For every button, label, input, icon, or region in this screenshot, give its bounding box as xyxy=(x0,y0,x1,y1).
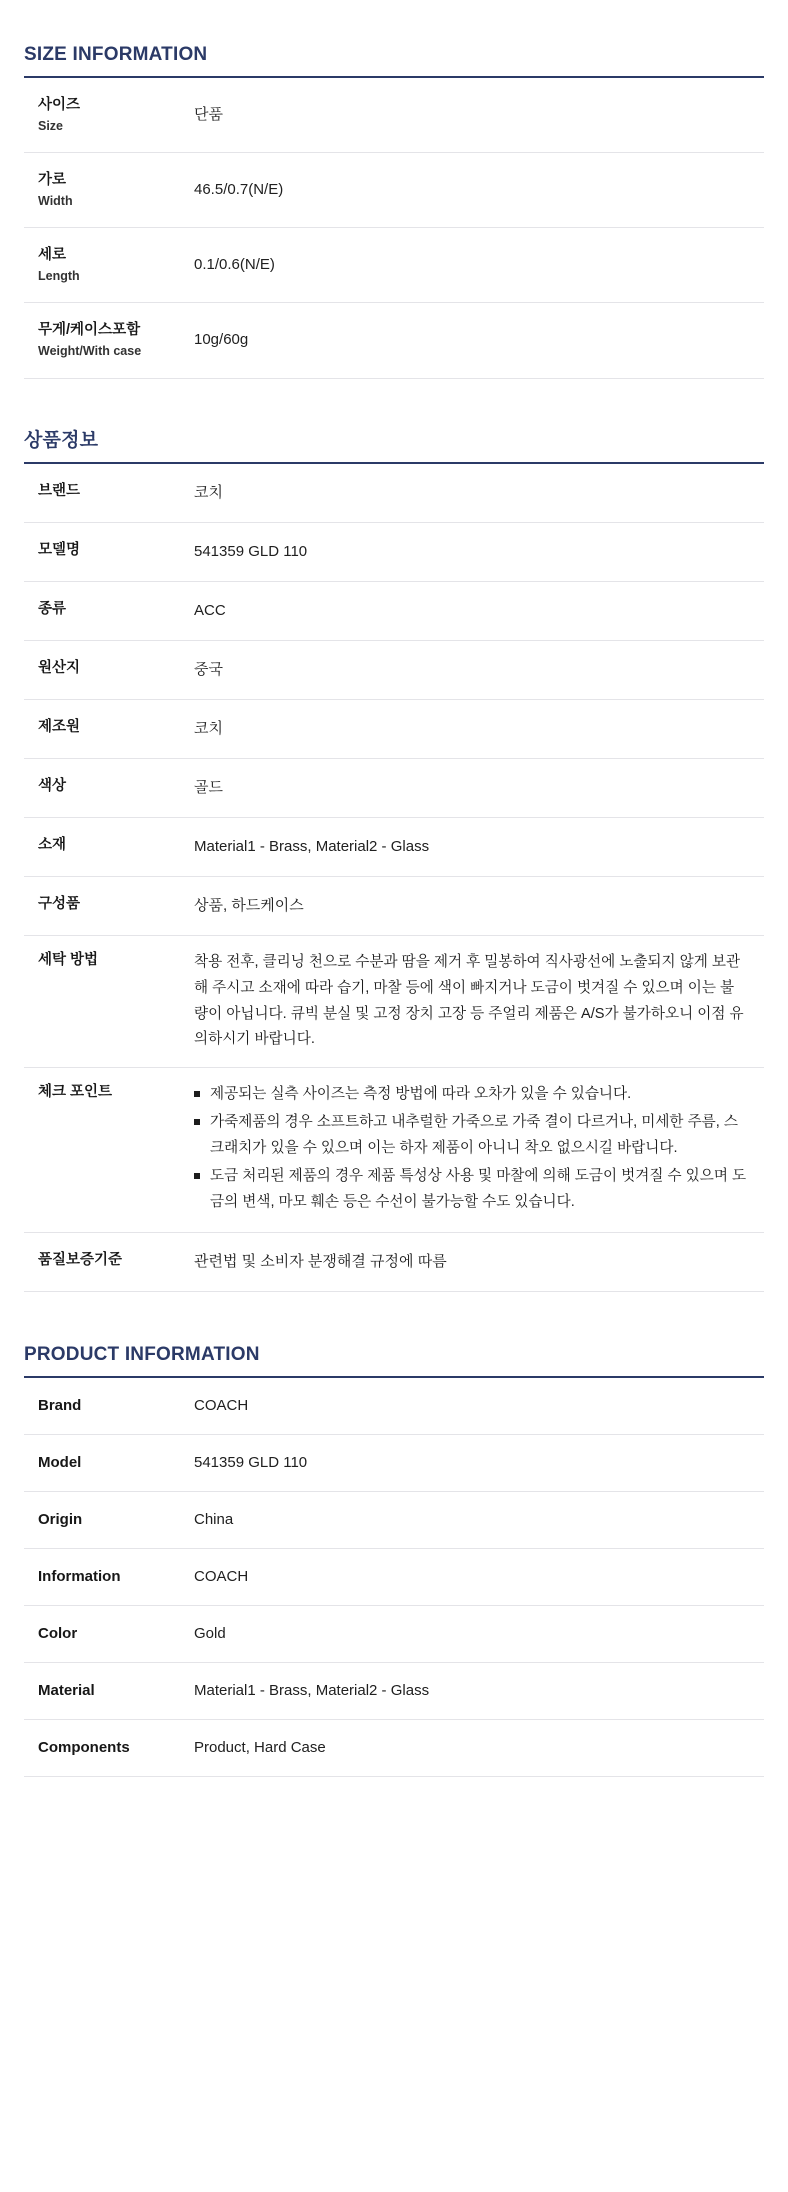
table-row xyxy=(24,303,764,378)
row-label-en: Weight/With case xyxy=(38,344,142,359)
row-value-brand-en: COACH xyxy=(194,1397,249,1415)
row-label-type: 종류 xyxy=(38,600,67,617)
section-spacer-1 xyxy=(24,385,764,425)
row-label-size xyxy=(24,77,172,153)
row-value-components-en: Product, Hard Case xyxy=(194,1739,326,1757)
row-label-origin-en: Origin xyxy=(38,1511,83,1529)
section-spacer-2 xyxy=(24,1298,764,1344)
row-label-en: Length xyxy=(38,269,80,284)
row-label-manufacturer: 제조원 xyxy=(38,718,81,735)
check-point-list xyxy=(194,1082,748,1216)
list-item-text: 제공되는 실측 사이즈는 측정 방법에 따라 오차가 있을 수 있습니다. xyxy=(210,1086,632,1103)
table-row xyxy=(24,1549,764,1606)
table-row xyxy=(24,77,764,153)
row-label-material: 소재 xyxy=(38,836,67,853)
row-label-information-en: Information xyxy=(38,1568,121,1586)
row-label-brand: 브랜드 xyxy=(38,482,81,499)
table-row xyxy=(24,1435,764,1492)
row-value-origin-en: China xyxy=(194,1511,234,1529)
row-label-components-en: Components xyxy=(38,1739,130,1757)
table-row xyxy=(24,463,764,523)
list-item xyxy=(194,1110,748,1162)
row-label-wash-method: 세탁 방법 xyxy=(38,951,99,968)
row-value-weight: 10g/60g xyxy=(194,331,249,349)
row-value-size: 단품 xyxy=(194,106,223,124)
product-information-kr-section xyxy=(24,425,764,1293)
row-value-color-en: Gold xyxy=(194,1625,226,1643)
table-row xyxy=(24,1377,764,1435)
row-value-model-en: 541359 GLD 110 xyxy=(194,1454,308,1472)
row-label-color: 색상 xyxy=(38,777,67,794)
row-label-components: 구성품 xyxy=(38,895,81,912)
row-label-material-en: Material xyxy=(38,1682,95,1700)
bullet-square-icon xyxy=(194,1091,200,1097)
row-value-length: 0.1/0.6(N/E) xyxy=(194,256,275,274)
table-row xyxy=(24,699,764,758)
list-item xyxy=(194,1082,748,1108)
row-label-kr: 사이즈 xyxy=(38,97,81,113)
table-row xyxy=(24,228,764,303)
row-value-components: 상품, 하드케이스 xyxy=(194,896,304,914)
row-label-en: Size xyxy=(38,119,64,134)
bottom-spacer xyxy=(24,1783,764,1827)
product-information-kr-title: 상품정보 xyxy=(24,429,99,451)
table-row xyxy=(24,935,764,1068)
row-label-kr: 세로 xyxy=(38,247,67,264)
row-value-manufacturer: 코치 xyxy=(194,719,223,737)
size-information-title: SIZE INFORMATION xyxy=(24,44,208,65)
row-value-color: 골드 xyxy=(194,778,223,796)
size-information-section xyxy=(24,44,764,379)
table-row xyxy=(24,1492,764,1549)
row-value-material-en: Material1 - Brass, Material2 - Glass xyxy=(194,1682,430,1700)
list-item-text: 도금 처리된 제품의 경우 제품 특성상 사용 및 마찰에 의해 도금이 벗겨질 수 있으며 도금의 변색, 마모 훼손 등은 수선이 불가능할 수도 있습니다. xyxy=(210,1168,747,1211)
product-information-en-section xyxy=(24,1344,764,1777)
row-value-warranty: 관련법 및 소비자 분쟁해결 규정에 따름 xyxy=(194,1253,447,1271)
row-value-brand: 코치 xyxy=(194,483,223,501)
row-label-kr: 가로 xyxy=(38,172,67,189)
row-label-brand-en: Brand xyxy=(38,1397,82,1415)
row-value-width: 46.5/0.7(N/E) xyxy=(194,181,284,199)
table-row xyxy=(24,153,764,228)
row-label-length xyxy=(24,228,172,303)
row-value-wash-method xyxy=(172,935,764,1068)
table-row xyxy=(24,817,764,876)
row-label-kr: 무게/케이스포함 xyxy=(38,322,141,339)
row-value-type: ACC xyxy=(194,601,226,619)
row-label-weight xyxy=(24,303,172,378)
row-label-check-point: 체크 포인트 xyxy=(38,1084,113,1101)
size-information-table xyxy=(24,76,764,379)
wash-method-text: 착용 전후, 클리닝 천으로 수분과 땀을 제거 후 밀봉하여 직사광선에 노출되지 않게 보관해 주시고 소재에 따라 습기, 마찰 등에 색이 빠지거나 도금이 벗겨질 수 있으며 이는 불량이 아닙니다. 큐빅 분실 및 고정 장치 고장 등 주얼리 제품은 A/S가 불가하오니 이점 유의하시기 바랍니다. xyxy=(194,953,744,1048)
table-row xyxy=(24,1233,764,1292)
bullet-square-icon xyxy=(194,1119,200,1125)
table-row xyxy=(24,1068,764,1233)
table-row xyxy=(24,1606,764,1663)
table-row xyxy=(24,1720,764,1777)
row-value-material: Material1 - Brass, Material2 - Glass xyxy=(194,837,430,855)
table-row xyxy=(24,581,764,640)
product-information-kr-table xyxy=(24,462,764,1293)
table-row xyxy=(24,876,764,935)
table-row xyxy=(24,758,764,817)
row-label-en: Width xyxy=(38,194,73,209)
top-spacer xyxy=(24,0,764,44)
row-label-model-en: Model xyxy=(38,1454,82,1472)
row-label-color-en: Color xyxy=(38,1625,78,1643)
list-item-text: 가죽제품의 경우 소프트하고 내추럴한 가죽으로 가죽 결이 다르거나, 미세한 주름, 스크래치가 있을 수 있으며 이는 하자 제품이 아니니 착오 없으시길 바랍니다. xyxy=(210,1114,738,1157)
product-information-en-title: PRODUCT INFORMATION xyxy=(24,1344,260,1366)
row-value-information-en: COACH xyxy=(194,1568,249,1586)
row-value-model: 541359 GLD 110 xyxy=(194,542,308,560)
table-row xyxy=(24,1663,764,1720)
table-row xyxy=(24,640,764,699)
list-item xyxy=(194,1164,748,1216)
product-information-en-table xyxy=(24,1376,764,1777)
bullet-square-icon xyxy=(194,1173,200,1179)
row-value-origin: 중국 xyxy=(194,660,223,678)
row-label-origin: 원산지 xyxy=(38,659,81,676)
row-label-warranty: 품질보증기준 xyxy=(38,1252,123,1269)
row-label-width xyxy=(24,153,172,228)
row-value-check-point xyxy=(172,1068,764,1233)
row-label-model: 모델명 xyxy=(38,541,81,558)
table-row xyxy=(24,522,764,581)
